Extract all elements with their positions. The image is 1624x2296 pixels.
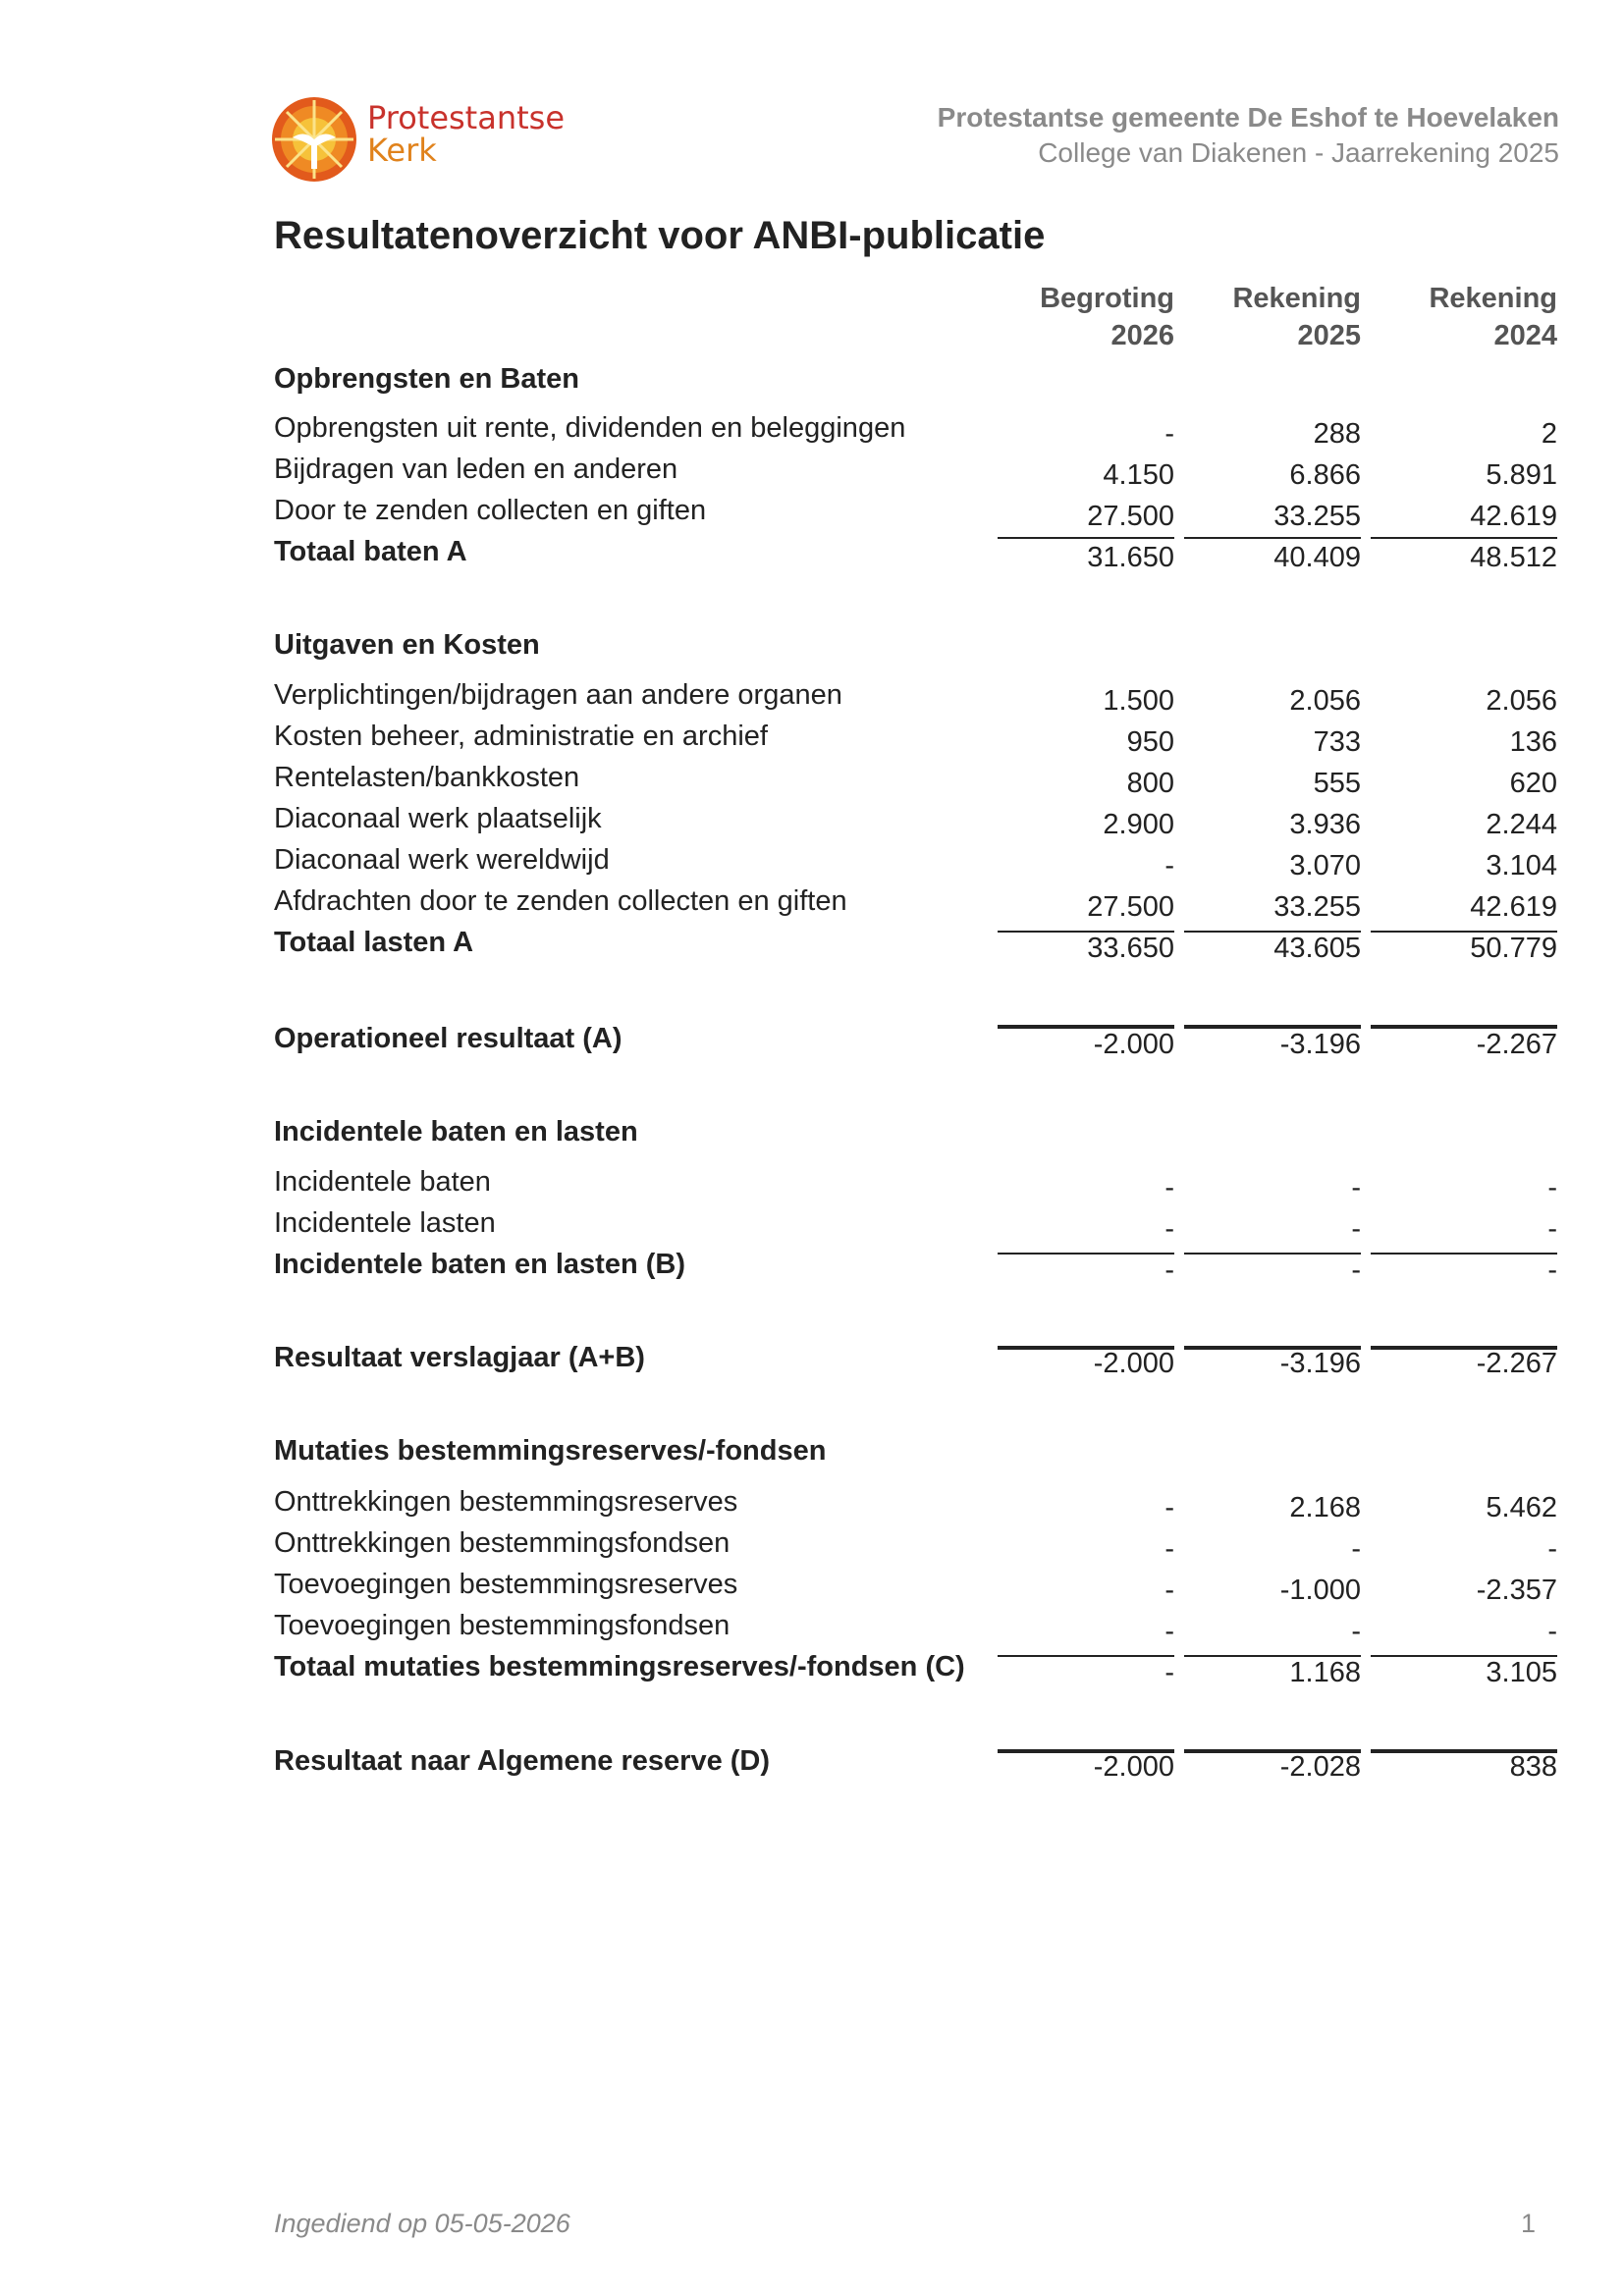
row-value: 1.168 bbox=[1289, 1657, 1361, 1688]
row-value: 6.866 bbox=[1289, 459, 1361, 491]
subtotal-rule bbox=[1184, 537, 1361, 539]
row-value: -2.267 bbox=[1476, 1348, 1557, 1379]
document-header bbox=[938, 100, 1559, 171]
row-value: - bbox=[1351, 1255, 1361, 1286]
row-value: 31.650 bbox=[1087, 542, 1174, 573]
row-label: Incidentele lasten bbox=[274, 1207, 496, 1239]
row-value: 1.500 bbox=[1103, 685, 1174, 717]
row-label: Toevoegingen bestemmingsreserves bbox=[274, 1569, 738, 1600]
subtotal-rule bbox=[1371, 1655, 1557, 1657]
column-header-line1: Rekening bbox=[1429, 283, 1557, 314]
row-label: Resultaat verslagjaar (A+B) bbox=[274, 1342, 645, 1373]
row-value: -2.028 bbox=[1279, 1751, 1361, 1783]
row-label: Opbrengsten uit rente, dividenden en beleggingen bbox=[274, 412, 906, 444]
table-row bbox=[0, 1205, 1624, 1245]
row-value: 33.255 bbox=[1273, 891, 1361, 923]
row-value: -1.000 bbox=[1279, 1575, 1361, 1606]
row-value: 5.462 bbox=[1486, 1492, 1557, 1523]
result-rule bbox=[998, 1749, 1174, 1753]
row-value: 733 bbox=[1313, 726, 1361, 758]
subtotal-rule bbox=[998, 1253, 1174, 1255]
row-label: Diaconaal werk wereldwijd bbox=[274, 844, 610, 876]
row-value: 33.255 bbox=[1273, 501, 1361, 532]
subtotal-rule bbox=[1371, 931, 1557, 933]
row-label: Diaconaal werk plaatselijk bbox=[274, 803, 602, 834]
row-label: Kosten beheer, administratie en archief bbox=[274, 721, 768, 752]
row-value: 800 bbox=[1126, 768, 1174, 799]
subtotal-rule bbox=[1184, 1253, 1361, 1255]
row-value: - bbox=[1164, 1213, 1174, 1245]
row-value: 3.105 bbox=[1486, 1657, 1557, 1688]
row-label: Totaal mutaties bestemmingsreserves/-fondsen (C) bbox=[274, 1651, 965, 1682]
row-label: Door te zenden collecten en giften bbox=[274, 495, 707, 526]
row-value: 3.936 bbox=[1289, 809, 1361, 840]
row-label: Resultaat naar Algemene reserve (D) bbox=[274, 1745, 771, 1777]
table-row bbox=[0, 1608, 1624, 1647]
row-value: - bbox=[1351, 1533, 1361, 1565]
row-value: - bbox=[1351, 1172, 1361, 1203]
logo-text-line2: Kerk bbox=[367, 132, 437, 169]
table-row bbox=[0, 452, 1624, 491]
column-header-line2: 2026 bbox=[1110, 320, 1174, 351]
row-value: 2 bbox=[1541, 418, 1557, 450]
table-row bbox=[0, 719, 1624, 758]
church-emblem-icon bbox=[271, 96, 357, 183]
result-rule bbox=[1371, 1346, 1557, 1350]
column-header-line2: 2024 bbox=[1493, 320, 1557, 351]
row-value: -2.000 bbox=[1093, 1348, 1174, 1379]
subtotal-rule bbox=[1371, 537, 1557, 539]
row-label: Incidentele baten en lasten (B) bbox=[274, 1249, 685, 1280]
table-row bbox=[0, 1164, 1624, 1203]
page-number: 1 bbox=[1520, 2209, 1536, 2238]
result-rule bbox=[1371, 1749, 1557, 1753]
row-value: 5.891 bbox=[1486, 459, 1557, 491]
row-value: 48.512 bbox=[1470, 542, 1557, 573]
row-label: Bijdragen van leden en anderen bbox=[274, 454, 678, 485]
row-value: 40.409 bbox=[1273, 542, 1361, 573]
row-value: 555 bbox=[1313, 768, 1361, 799]
row-value: - bbox=[1164, 1575, 1174, 1606]
row-value: - bbox=[1547, 1172, 1557, 1203]
section-heading: Uitgaven en Kosten bbox=[274, 629, 540, 661]
subtotal-rule bbox=[998, 931, 1174, 933]
table-row bbox=[0, 883, 1624, 923]
row-label: Afdrachten door te zenden collecten en giften bbox=[274, 885, 847, 917]
subtotal-rule bbox=[1184, 1655, 1361, 1657]
row-value: -2.267 bbox=[1476, 1029, 1557, 1060]
subtotal-rule bbox=[998, 1655, 1174, 1657]
result-rule bbox=[998, 1346, 1174, 1350]
row-value: -2.000 bbox=[1093, 1029, 1174, 1060]
row-value: -2.357 bbox=[1476, 1575, 1557, 1606]
section-heading-row bbox=[0, 361, 1624, 400]
result-rule bbox=[998, 1025, 1174, 1029]
row-value: 2.168 bbox=[1289, 1492, 1361, 1523]
table-row bbox=[0, 801, 1624, 840]
row-value: - bbox=[1164, 418, 1174, 450]
table-row bbox=[0, 493, 1624, 532]
column-header bbox=[1361, 280, 1557, 354]
column-header-line1: Begroting bbox=[1040, 283, 1174, 314]
section-heading-row bbox=[0, 1114, 1624, 1153]
row-value: - bbox=[1351, 1213, 1361, 1245]
row-value: -3.196 bbox=[1279, 1348, 1361, 1379]
column-header-line1: Rekening bbox=[1232, 283, 1361, 314]
row-value: - bbox=[1164, 1657, 1174, 1688]
table-row bbox=[0, 1567, 1624, 1606]
row-label: Incidentele baten bbox=[274, 1166, 491, 1198]
result-rule bbox=[1184, 1749, 1361, 1753]
subtotal-rule bbox=[998, 537, 1174, 539]
section-heading: Opbrengsten en Baten bbox=[274, 363, 579, 395]
row-value: - bbox=[1547, 1533, 1557, 1565]
row-value: 27.500 bbox=[1087, 501, 1174, 532]
row-value: 50.779 bbox=[1470, 933, 1557, 964]
row-value: 4.150 bbox=[1103, 459, 1174, 491]
row-value: 950 bbox=[1126, 726, 1174, 758]
row-value: 2.056 bbox=[1289, 685, 1361, 717]
table-row bbox=[0, 842, 1624, 881]
row-value: 27.500 bbox=[1087, 891, 1174, 923]
row-value: - bbox=[1164, 1172, 1174, 1203]
submission-date: Ingediend op 05-05-2026 bbox=[274, 2209, 570, 2238]
row-value: 2.056 bbox=[1486, 685, 1557, 717]
church-logo bbox=[271, 96, 585, 185]
section-heading: Incidentele baten en lasten bbox=[274, 1116, 638, 1148]
row-value: 42.619 bbox=[1470, 501, 1557, 532]
row-value: - bbox=[1164, 1255, 1174, 1286]
row-value: 42.619 bbox=[1470, 891, 1557, 923]
column-header bbox=[1164, 280, 1361, 354]
total-row bbox=[0, 534, 1624, 573]
row-label: Rentelasten/bankkosten bbox=[274, 762, 580, 793]
table-row bbox=[0, 760, 1624, 799]
table-row bbox=[0, 1525, 1624, 1565]
row-value: - bbox=[1351, 1616, 1361, 1647]
row-value: 2.244 bbox=[1486, 809, 1557, 840]
result-rule bbox=[1371, 1025, 1557, 1029]
row-label: Operationeel resultaat (A) bbox=[274, 1023, 623, 1054]
row-value: - bbox=[1164, 1533, 1174, 1565]
row-value: 288 bbox=[1313, 418, 1361, 450]
row-value: - bbox=[1547, 1255, 1557, 1286]
row-label: Onttrekkingen bestemmingsfondsen bbox=[274, 1527, 731, 1559]
section-heading: Mutaties bestemmingsreserves/-fondsen bbox=[274, 1435, 827, 1467]
logo-text-line1: Protestantse bbox=[367, 99, 566, 136]
row-value: - bbox=[1547, 1616, 1557, 1647]
table-row bbox=[0, 410, 1624, 450]
row-value: - bbox=[1164, 1492, 1174, 1523]
row-value: -3.196 bbox=[1279, 1029, 1361, 1060]
result-rule bbox=[1184, 1025, 1361, 1029]
subtotal-rule bbox=[1371, 1253, 1557, 1255]
row-label: Onttrekkingen bestemmingsreserves bbox=[274, 1486, 738, 1518]
row-value: 2.900 bbox=[1103, 809, 1174, 840]
row-value: 838 bbox=[1509, 1751, 1557, 1783]
row-label: Toevoegingen bestemmingsfondsen bbox=[274, 1610, 731, 1641]
row-value: 3.104 bbox=[1486, 850, 1557, 881]
row-value: 620 bbox=[1509, 768, 1557, 799]
document-subtitle: College van Diakenen - Jaarrekening 2025 bbox=[1038, 137, 1559, 168]
row-value: - bbox=[1164, 1616, 1174, 1647]
organisation-name: Protestantse gemeente De Eshof te Hoevelaken bbox=[937, 102, 1559, 133]
row-value: 3.070 bbox=[1289, 850, 1361, 881]
row-value: - bbox=[1164, 850, 1174, 881]
row-value: 33.650 bbox=[1087, 933, 1174, 964]
row-label: Totaal lasten A bbox=[274, 927, 474, 958]
result-rule bbox=[1184, 1346, 1361, 1350]
subtotal-rule bbox=[1184, 931, 1361, 933]
row-value: 43.605 bbox=[1273, 933, 1361, 964]
section-heading-row bbox=[0, 1433, 1624, 1472]
row-value: - bbox=[1547, 1213, 1557, 1245]
row-label: Totaal baten A bbox=[274, 536, 467, 567]
column-header-line2: 2025 bbox=[1297, 320, 1361, 351]
row-label: Verplichtingen/bijdragen aan andere organen bbox=[274, 679, 842, 711]
section-heading-row bbox=[0, 627, 1624, 667]
column-header bbox=[978, 280, 1174, 354]
table-row bbox=[0, 1484, 1624, 1523]
page-title: Resultatenoverzicht voor ANBI-publicatie bbox=[274, 214, 1046, 257]
row-value: -2.000 bbox=[1093, 1751, 1174, 1783]
row-value: 136 bbox=[1509, 726, 1557, 758]
table-row bbox=[0, 677, 1624, 717]
